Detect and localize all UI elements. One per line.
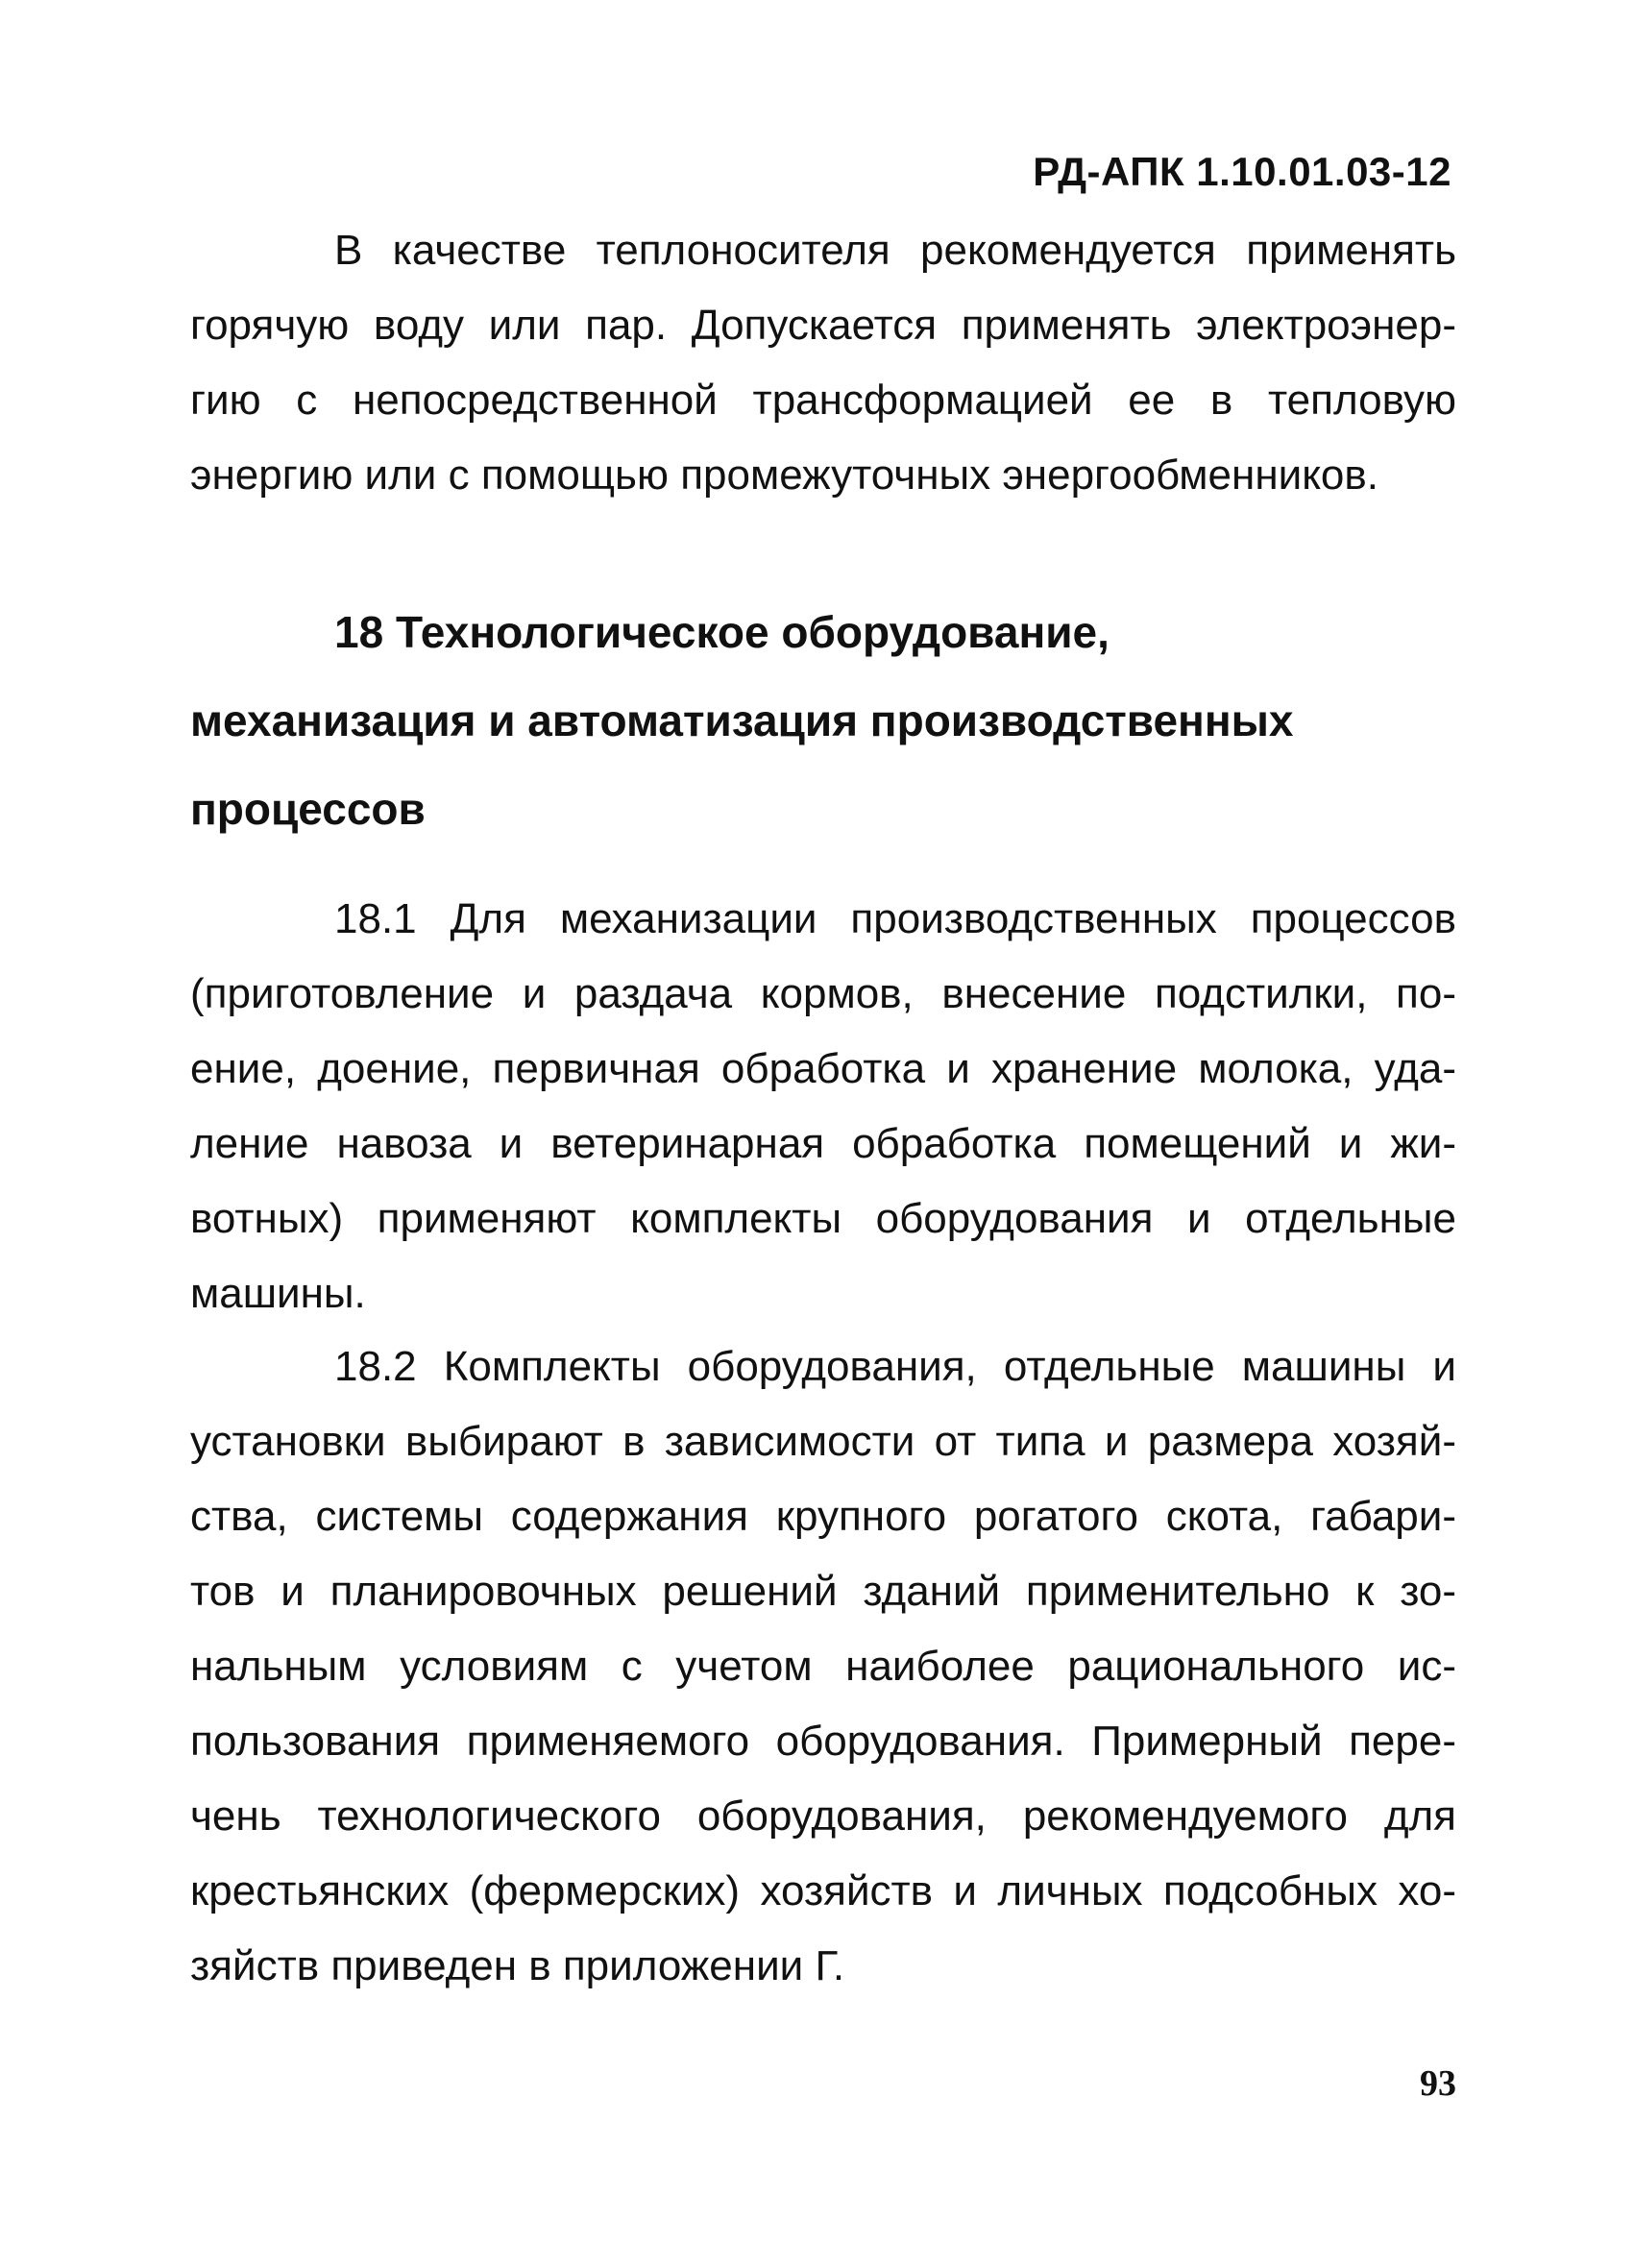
paragraph-line: ление навоза и ветеринарная обработка помещений и жи- bbox=[190, 1120, 1456, 1167]
paragraph-line: ение, доение, первичная обработка и хранение молока, уда- bbox=[190, 1045, 1456, 1092]
intro-paragraph bbox=[190, 213, 1456, 513]
section-heading bbox=[190, 588, 1456, 853]
paragraph-line: нальным условиям с учетом наиболее рационального ис- bbox=[190, 1643, 1456, 1690]
paragraph-line: вотных) применяют комплекты оборудования и отдельные bbox=[190, 1195, 1456, 1242]
heading-line: процессов bbox=[190, 784, 426, 834]
heading-line: 18 Технологическое оборудование, bbox=[334, 607, 1110, 657]
paragraph-line: (приготовление и раздача кормов, внесение подстилки, по- bbox=[190, 970, 1456, 1017]
paragraph-line: энергию или с помощью промежуточных энергообменников. bbox=[190, 451, 1379, 499]
document-code-header: РД-АПК 1.10.01.03-12 bbox=[1033, 149, 1451, 194]
paragraph-line: тов и планировочных решений зданий применительно к зо- bbox=[190, 1568, 1456, 1615]
paragraph-line: установки выбирают в зависимости от типа и размера хозяй- bbox=[190, 1418, 1456, 1465]
paragraph-18-1 bbox=[190, 882, 1456, 1331]
paragraph-line: 18.2 Комплекты оборудования, отдельные машины и bbox=[334, 1343, 1456, 1390]
paragraph-line: крестьянских (фермерских) хозяйств и личных подсобных хо- bbox=[190, 1867, 1456, 1914]
paragraph-line: В качестве теплоносителя рекомендуется применять bbox=[334, 227, 1456, 274]
paragraph-line: гию с непосредственной трансформацией ее в тепловую bbox=[190, 377, 1456, 424]
paragraph-line: ства, системы содержания крупного рогатого скота, габари- bbox=[190, 1493, 1456, 1540]
paragraph-line: зяйств приведен в приложении Г. bbox=[190, 1942, 845, 1989]
paragraph-line: машины. bbox=[190, 1270, 366, 1317]
paragraph-line: чень технологического оборудования, рекомендуемого для bbox=[190, 1792, 1456, 1840]
paragraph-line: 18.1 Для механизации производственных процессов bbox=[334, 895, 1456, 942]
paragraph-line: пользования применяемого оборудования. Примерный пере- bbox=[190, 1718, 1456, 1765]
page-number: 93 bbox=[1420, 2063, 1456, 2104]
paragraph-line: горячую воду или пар. Допускается применять электроэнер- bbox=[190, 302, 1456, 349]
heading-line: механизация и автоматизация производственных bbox=[190, 695, 1294, 745]
paragraph-18-2 bbox=[190, 1329, 1456, 2004]
